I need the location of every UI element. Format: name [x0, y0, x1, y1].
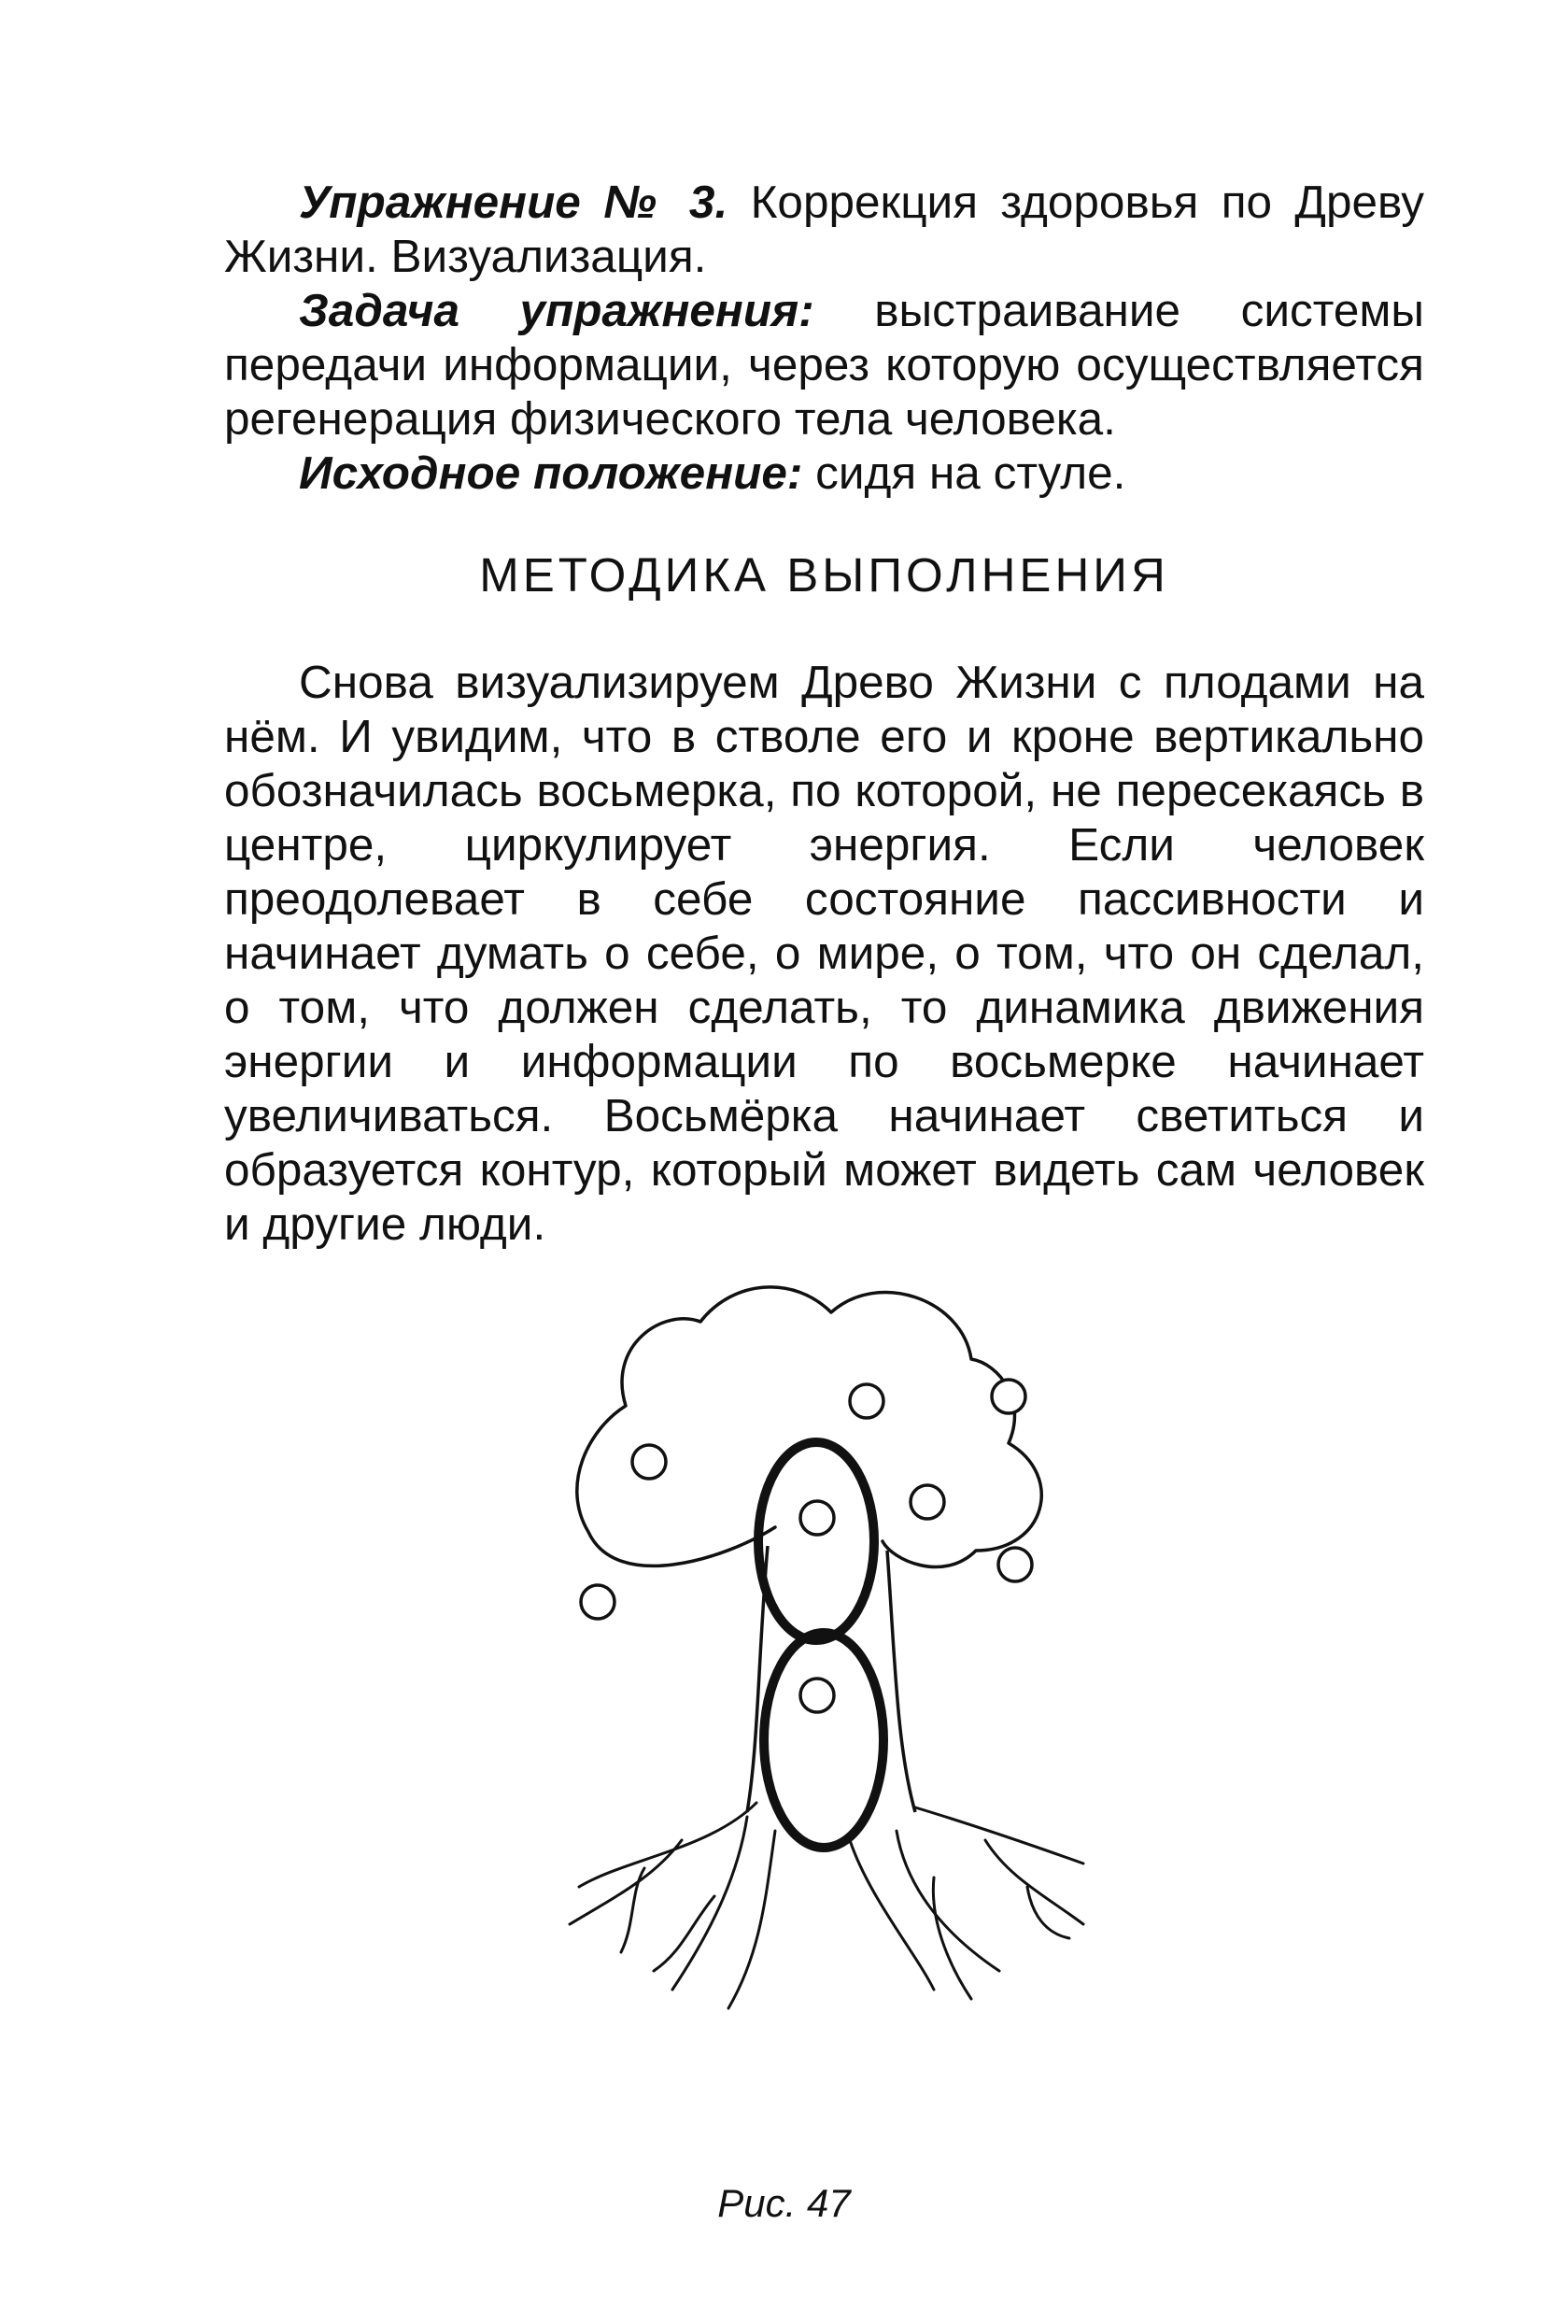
- fruit-circle: [998, 1548, 1032, 1581]
- position-paragraph: [224, 446, 1424, 501]
- figure-eight-lower-loop: [764, 1633, 883, 1848]
- fruit-circle: [581, 1585, 614, 1619]
- exercise-paragraph: [224, 176, 1424, 284]
- tree-roots: [570, 1803, 1083, 2008]
- task-paragraph: [224, 284, 1424, 446]
- position-label: Исходное положение:: [299, 447, 803, 499]
- position-text: сидя на стуле.: [815, 447, 1126, 499]
- fruit-circle: [850, 1384, 883, 1418]
- fruit-circle: [632, 1445, 666, 1479]
- exercise-text: Коррекция здоровья по Древу Жизни. Визуализация.: [224, 177, 1424, 282]
- fruit-circle: [911, 1485, 944, 1519]
- text-column: [224, 176, 1424, 1252]
- fruit-circle: [800, 1501, 834, 1535]
- figure: [560, 1280, 1102, 2130]
- task-label: Задача упражнения:: [299, 285, 814, 336]
- task-text: выстраивание системы передачи информации, через которую осуществляется регенерация физического тела человека.: [224, 285, 1424, 445]
- figure-eight-upper-loop: [758, 1442, 874, 1640]
- figure-caption: Рис. 47: [717, 2181, 851, 2225]
- exercise-label: Упражнение № 3.: [299, 177, 728, 228]
- body-paragraph: Снова визуализируем Древо Жизни с плодами на нём. И увидим, что в стволе его и кроне вертикально обозначилась восьмерка, по которой, не пересекаясь в центре, циркулирует энергия. Если человек преодолевает в себе состояние пассивности и начинает думать о себе, о мире, о том, что он сделал, о том, что должен сделать, то динамика движения энергии и информации по восьмерке начинает увеличиваться. Восьмёрка начинает светиться и образуется контур, который может видеть сам человек и другие люди.: [224, 657, 1424, 1250]
- fruit-circle: [800, 1679, 834, 1712]
- section-heading: МЕТОДИКА ВЫПОЛНЕНИЯ: [479, 548, 1169, 602]
- fruit-circle: [992, 1380, 1025, 1413]
- tree-illustration: [560, 1280, 1102, 2130]
- tree-trunk-right: [887, 1551, 915, 1812]
